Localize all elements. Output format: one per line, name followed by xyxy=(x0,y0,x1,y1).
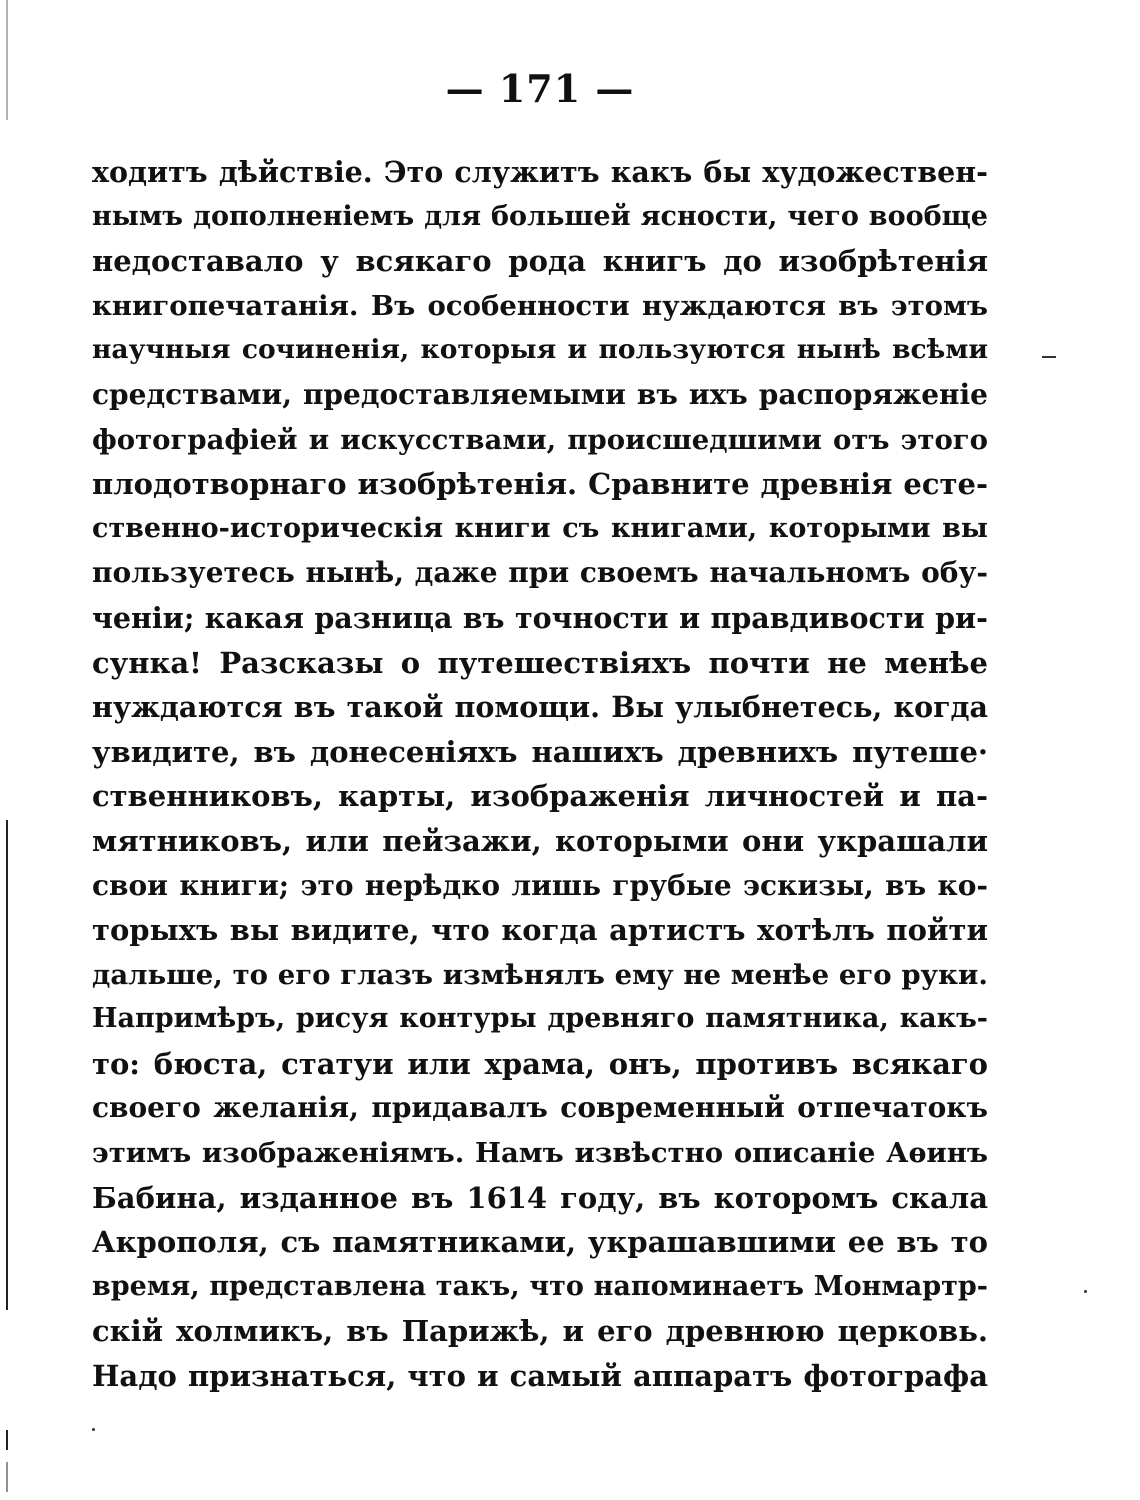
scan-margin-rule xyxy=(6,1430,8,1450)
text-line: время, представлена такъ, что напоминаетъ Монмартр- xyxy=(92,1270,988,1302)
text-line: ходитъ дѣйствіе. Это служитъ какъ бы художествен- xyxy=(92,155,988,189)
text-line: научныя сочиненія, которыя и пользуются нынѣ всѣми xyxy=(92,334,988,366)
scan-margin-rule xyxy=(6,0,8,120)
scan-margin-rule xyxy=(6,820,8,1310)
text-line: недоставало у всякаго рода книгъ до изобрѣтенія xyxy=(92,244,988,279)
text-line: дальше, то его глазъ измѣнялъ ему не менѣе его руки. xyxy=(92,958,988,991)
text-line: свои книги; это нерѣдко лишь грубые эскизы, въ ко- xyxy=(92,868,988,902)
scan-dot-mark xyxy=(1084,1290,1087,1293)
scan-dash-mark xyxy=(1042,356,1056,358)
text-line: скій холмикъ, въ Парижѣ, и его древнюю церковь. xyxy=(92,1314,988,1349)
text-line: сунка! Разсказы о путешествіяхъ почти не менѣе xyxy=(92,645,988,680)
page-number: — 171 — xyxy=(445,66,635,111)
text-line: мятниковъ, или пейзажи, которыми они украшали xyxy=(92,823,988,858)
text-line: пользуетесь нынѣ, даже при своемъ начальномъ обу- xyxy=(92,556,988,590)
text-line: Надо признаться, что и самый аппаратъ фотографа xyxy=(92,1359,988,1394)
text-line: нымъ дополненіемъ для большей ясности, чего вообще xyxy=(92,200,988,232)
text-line: то: бюста, статуи или храма, онъ, противъ всякаго xyxy=(92,1046,988,1081)
text-line: ственно-историческія книги съ книгами, которыми вы xyxy=(92,512,988,544)
text-line: Напримѣръ, рисуя контуры древняго памятника, какъ- xyxy=(92,1003,988,1035)
text-line: нуждаются въ такой помощи. Вы улыбнетесь, когда xyxy=(92,690,988,725)
scan-margin-rule xyxy=(6,1462,8,1492)
text-line: торыхъ вы видите, что когда артистъ хотѣлъ пойти xyxy=(92,913,988,948)
text-line: этимъ изображеніямъ. Намъ извѣстно описаніе Аѳинъ xyxy=(92,1137,988,1170)
text-line: фотографіей и искусствами, происшедшими отъ этого xyxy=(92,423,988,456)
text-line: увидите, въ донесеніяхъ нашихъ древнихъ путеше· xyxy=(92,734,988,769)
text-line: ственниковъ, карты, изображенія личностей и па- xyxy=(92,779,988,814)
text-line: Бабина, изданное въ 1614 году, въ которомъ скала xyxy=(92,1180,988,1215)
text-line: плодотворнаго изобрѣтенія. Сравните древнія есте- xyxy=(92,467,988,502)
scan-dot-mark xyxy=(92,1428,95,1431)
text-line: Акрополя, съ памятниками, украшавшими ее въ то xyxy=(92,1225,988,1260)
text-line: своего желанія, придавалъ современный отпечатокъ xyxy=(92,1091,988,1125)
text-line: книгопечатанія. Въ особенности нуждаются въ этомъ xyxy=(92,289,988,322)
text-line: ченіи; какая разница въ точности и правдивости ри- xyxy=(92,600,988,635)
body-text xyxy=(92,150,988,1399)
text-line: средствами, предоставляемыми въ ихъ распоряженіе xyxy=(92,377,988,411)
